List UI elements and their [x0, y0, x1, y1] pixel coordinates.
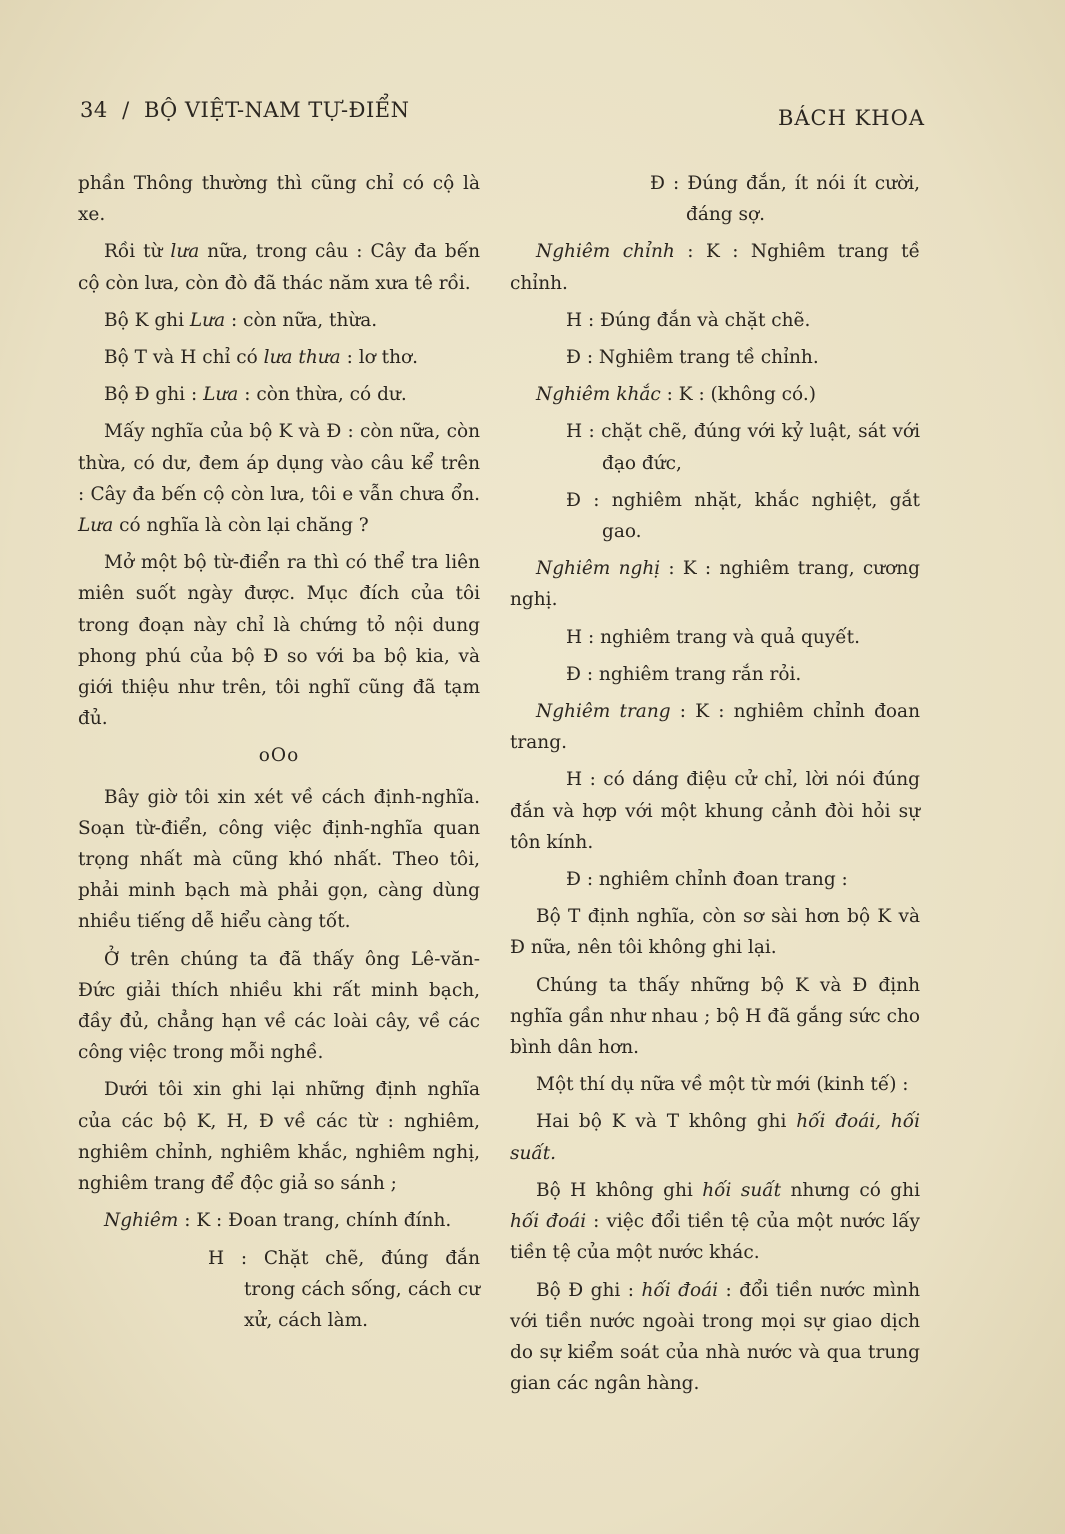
page-number: 34 — [80, 98, 108, 122]
left-column — [78, 168, 480, 1342]
definition-line: Đ : nghiêm trang rắn rỏi. — [566, 663, 802, 685]
paragraph: Dưới tôi xin ghi lại những định nghĩa của các bộ K, H, Đ về các từ : nghiêm, nghiêm chỉnh, nghiêm khắc, nghiêm nghị, nghiêm trang để độc giả so sánh ; — [78, 1079, 480, 1195]
paragraph: Bây giờ tôi xin xét về cách định-nghĩa. Soạn từ-điển, công việc định-nghĩa quan trọng nhất mà cũng khó nhất. Theo tôi, phải minh bạch mà phải gọn, càng dùng nhiều tiếng dễ hiểu càng tốt. — [78, 786, 480, 933]
series-title: BỘ VIỆT-NAM TỰ-ĐIỂN — [144, 98, 410, 122]
paragraph: Mở một bộ từ-điển ra thì có thể tra liên miên suốt ngày được. Mục đích của tôi trong đoạn này chỉ là chứng tỏ nội dung phong phú của bộ Đ so với ba bộ kia, và giới thiệu như trên, tôi nghĩ cũng đã tạm đủ. — [78, 552, 480, 730]
definition-line: Đ : Đúng đắn, ít nói ít cười, đáng sợ. — [650, 173, 920, 226]
definition-entry: Nghiêm trang : K : nghiêm chỉnh đoan trang. — [510, 701, 920, 754]
definition-entry: Nghiêm : K : Đoan trang, chính đính. — [104, 1210, 452, 1232]
definition-entry: Nghiêm chỉnh : K : Nghiêm trang tề chỉnh. — [510, 241, 920, 294]
definition-line: H : Đúng đắn và chặt chẽ. — [566, 309, 811, 331]
definition-term: Nghiêm — [104, 1210, 179, 1232]
paragraph: Mấy nghĩa của bộ K và Đ : còn nữa, còn thừa, có dư, đem áp dụng vào câu kể trên : Cây đa bến cộ còn lưa, tôi e vẫn chưa ổn. Lưa có nghĩa là còn lại chăng ? — [78, 421, 480, 537]
definition-line: H : Chặt chẽ, đúng đắn trong cách sống, cách cư xử, cách làm. — [208, 1247, 480, 1331]
definition-term: Nghiêm chỉnh — [536, 241, 675, 263]
running-head-left — [80, 98, 410, 122]
definition-line: H : chặt chẽ, đúng với kỷ luật, sát với đạo đức, — [566, 421, 920, 474]
paragraph: Một thí dụ nữa về một từ mới (kinh tế) : — [536, 1074, 909, 1096]
paragraph: Ở trên chúng ta đã thấy ông Lê-văn-Đức giải thích nhiều khi rất minh bạch, đầy đủ, chẳng hạn về các loài cây, về các công việc trong mỗi nghề. — [78, 948, 480, 1064]
definition-entry: Nghiêm khắc : K : (không có.) — [536, 384, 816, 406]
paragraph: Rồi từ lưa nữa, trong câu : Cây đa bến cộ còn lưa, còn đò đã thác năm xưa tê rồi. — [78, 241, 480, 294]
paragraph: phần Thông thường thì cũng chỉ có cộ là xe. — [78, 173, 480, 226]
page-header — [80, 98, 925, 138]
paragraph: Chúng ta thấy những bộ K và Đ định nghĩa gần như nhau ; bộ H đã gắng sức cho bình dân hơn. — [510, 974, 920, 1059]
definition-term: Nghiêm trang — [536, 701, 671, 723]
paragraph: Bộ Đ ghi : Lưa : còn thừa, có dư. — [104, 384, 407, 406]
paragraph: Bộ Đ ghi : hối đoái : đổi tiền nước mình với tiền nước ngoài trong mọi sự giao dịch do sự kiểm soát của nhà nước và qua trung gian các ngân hàng. — [510, 1279, 920, 1395]
paragraph: Bộ K ghi Lưa : còn nữa, thừa. — [104, 309, 378, 331]
definition-entry: Nghiêm nghị : K : nghiêm trang, cương nghị. — [510, 558, 920, 611]
definition-line: H : có dáng điệu cử chỉ, lời nói đúng đắn và hợp với một khung cảnh đòi hỏi sự tôn kính. — [510, 769, 920, 853]
header-slash: / — [122, 98, 130, 122]
paragraph: Bộ T định nghĩa, còn sơ sài hơn bộ K và Đ nữa, nên tôi không ghi lại. — [510, 906, 920, 959]
definition-line: Đ : nghiêm chỉnh đoan trang : — [566, 869, 848, 891]
right-column — [510, 168, 920, 1405]
section-separator: oOo — [258, 745, 300, 767]
definition-term: Nghiêm khắc — [536, 384, 661, 406]
definition-line: Đ : Nghiêm trang tề chỉnh. — [566, 347, 819, 369]
paragraph: Bộ H không ghi hối suất nhưng có ghi hối đoái : việc đổi tiền tệ của một nước lấy tiền tệ của một nước khác. — [510, 1179, 920, 1264]
definition-line: H : nghiêm trang và quả quyết. — [566, 626, 860, 648]
paragraph: Bộ T và H chỉ có lưa thưa : lơ thơ. — [104, 347, 419, 369]
journal-title: BÁCH KHOA — [777, 106, 925, 130]
definition-line: Đ : nghiêm nhặt, khắc nghiệt, gắt gao. — [566, 489, 920, 543]
paragraph: Hai bộ K và T không ghi hối đoái, hối suất. — [510, 1111, 921, 1164]
definition-term: Nghiêm nghị — [536, 558, 661, 580]
